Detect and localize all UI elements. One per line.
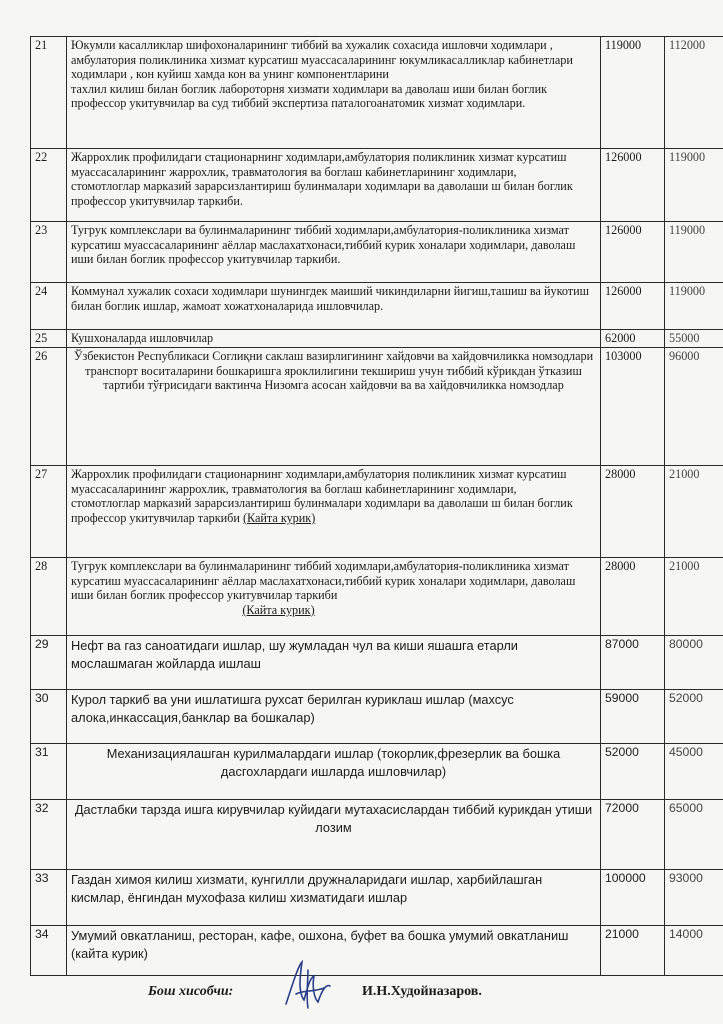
row-price-2: 96000 [665,348,723,466]
row-description: Жаррохлик профилидаги стационарнинг ходимлари,амбулатория поликлиник хизмат курсатиш муассасаларининг жаррохлик, травматология ва боглаш кабинетларининг ходимлари, стомотлоглар марказий зарарсизлантириш булинмалари ходимлари ва даволаши ш билан боглик профессор укитувчилар таркиби. [67,149,601,222]
handwritten-signature [278,956,338,1016]
price-table [30,36,723,976]
row-price-1: 72000 [601,800,665,870]
row-number: 28 [31,558,67,636]
row-price-1: 28000 [601,466,665,558]
row-price-1: 28000 [601,558,665,636]
row-description: Тугрук комплекслари ва булинмаларининг тиббий ходимлари,амбулатория-поликлиника хизмат курсатиш муассасаларининг аёллар маслахатхонаси,тиббий курик хоналари ходимлари, даволаш иши билан боглик профессор укитувчилар таркиби. [67,222,601,283]
row-price-1: 21000 [601,926,665,976]
row-number: 24 [31,283,67,330]
row-number: 33 [31,870,67,926]
row-price-2: 93000 [665,870,723,926]
row-price-2: 119000 [665,222,723,283]
row-price-2: 14000 [665,926,723,976]
table-row [31,558,723,636]
row-number: 26 [31,348,67,466]
row-description: Юкумли касалликлар шифохоналарининг тиббий ва хужалик сохасида ишловчи ходимлари , амбулатория поликлиника хизмат курсатиш муассасаларининг юкумликасалликлар кабинетлари ходимлари , кон куйиш хамда кон ва унинг компонентларини тахлил килиш билан боглик лабороторня хизмати ходимлари ва даволаш иши билан боглик профессор укитувчилар ва суд тиббий экспертиза паталогоанатомик хизмат ходимлари. [67,37,601,149]
row-price-1: 62000 [601,330,665,348]
row-number: 32 [31,800,67,870]
row-price-1: 119000 [601,37,665,149]
table-row [31,690,723,744]
row-number: 29 [31,636,67,690]
row-price-1: 100000 [601,870,665,926]
row-description [67,558,601,636]
row-description: Механизациялашган курилмалардаги ишлар (токорлик,фрезерлик ва бошка дасгохлардаги ишларда ишловчилар) [67,744,601,800]
row-price-2: 21000 [665,558,723,636]
table-row [31,149,723,222]
row-description: Нефт ва газ саноатидаги ишлар, шу жумладан чул ва киши яшашга етарли мослашмаган жойларда ишлаш [67,636,601,690]
row-number: 31 [31,744,67,800]
row-price-1: 126000 [601,222,665,283]
row-number: 25 [31,330,67,348]
row-text: Тугрук комплекслари ва булинмаларининг тиббий ходимлари,амбулатория-поликлиника хизмат курсатиш муассасаларининг аёллар маслахатхонаси,тиббий курик хоналари ходимлари, даволаш иши билан боглик профессор укитувчилар таркиби [71,559,576,603]
row-price-2: 45000 [665,744,723,800]
row-price-1: 87000 [601,636,665,690]
row-number: 22 [31,149,67,222]
row-text: Жаррохлик профилидаги стационарнинг ходимлари,амбулатория поликлиник хизмат курсатиш муассасаларининг жаррохлик, травматология ва боглаш кабинетларининг ходимлари, стомотлоглар марказий зарарсизлантириш булинмалари ходимлари ва даволаши ш билан боглик профессор укитувчилар таркиби [71,467,573,525]
row-number: 27 [31,466,67,558]
table-row [31,870,723,926]
row-description: Умумий овкатланиш, ресторан, кафе, ошхона, буфет ва бошка умумий овкатланиш (кайта курик) [67,926,601,976]
signature-block [0,970,723,1020]
row-number: 34 [31,926,67,976]
row-price-2: 80000 [665,636,723,690]
table-row [31,37,723,149]
row-description: Ўзбекистон Республикаси Соглиқни саклаш вазирлигининг хайдовчи ва хайдовчиликка номзодлари транспорт воситаларини бошкаришга яроклилигини текшириш учун тиббий кўрикдан ўтказиш тартиби тўғрисидаги вактинча Низомга асосан хайдовчи ва ва хайдовчиликка номзодлар [67,348,601,466]
row-description: Курол таркиб ва уни ишлатишга рухсат берилган курикл​аш ишлар (махсус алока,инкассация,банклар ва бошкалар) [67,690,601,744]
row-number: 30 [31,690,67,744]
table-row [31,636,723,690]
row-price-1: 59000 [601,690,665,744]
row-description [67,466,601,558]
recall-label: (Кайта курик) [242,510,316,525]
row-description: Газдан химоя килиш хизмати, кунгилли дружналаридаги ишлар, харбийлашган кисмлар, ёнгиндан мухофаза килиш хизматидаги ишлар [67,870,601,926]
row-price-2: 55000 [665,330,723,348]
table-row [31,283,723,330]
row-description: Кушхоналарда ишловчилар [67,330,601,348]
row-number: 21 [31,37,67,149]
table-row [31,222,723,283]
row-price-1: 103000 [601,348,665,466]
table-row [31,466,723,558]
signer-role: Бош хисобчи: [148,984,234,999]
row-price-2: 65000 [665,800,723,870]
table-row [31,800,723,870]
table-row [31,744,723,800]
table-row [31,348,723,466]
signer-name: И.Н.Худойназаров. [362,984,482,999]
row-description: Коммунал хужалик сохаси ходимлари шунингдек маиший чикиндиларни йигиш,ташиш ва йукотиш билан боглик ишлар, жамоат хожатхоналарида ишловчилар. [67,283,601,330]
row-description: Дастлабки тарзда ишга кирувчилар куйидаги мутахасислардан тиббий курикдан утиши лозим [67,800,601,870]
row-price-1: 126000 [601,283,665,330]
row-price-2: 52000 [665,690,723,744]
row-price-2: 119000 [665,149,723,222]
table-row [31,926,723,976]
table-row [31,330,723,348]
row-price-2: 21000 [665,466,723,558]
row-price-1: 52000 [601,744,665,800]
row-price-1: 126000 [601,149,665,222]
row-number: 23 [31,222,67,283]
row-price-2: 119000 [665,283,723,330]
recall-label: (Кайта курик) [242,602,315,617]
row-price-2: 112000 [665,37,723,149]
